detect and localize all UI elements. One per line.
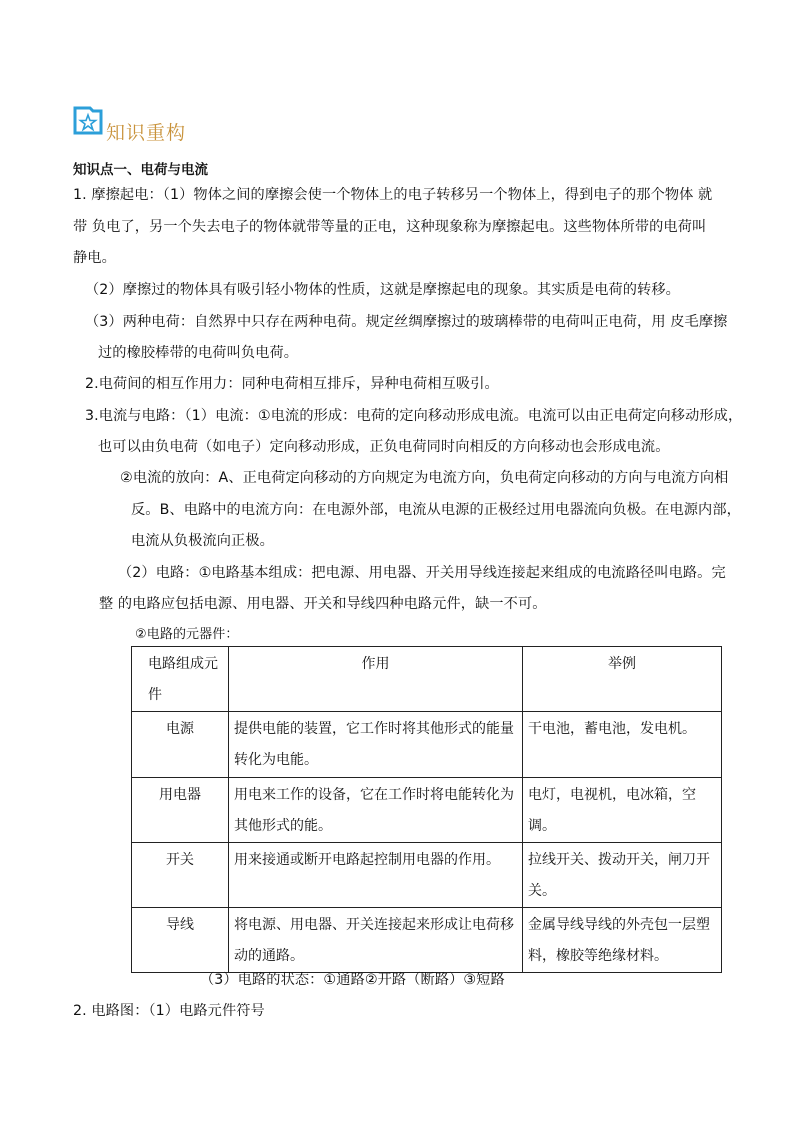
component-name-cell: 用电器: [132, 778, 229, 843]
knowledge-point-heading: 知识点一、电荷与电流: [73, 162, 208, 178]
header-cell: 电路组成元件: [132, 647, 229, 712]
table-row: [132, 778, 722, 843]
function-cell: 用电来工作的设备，它在工作时将电能转化为其他形式的能。: [229, 778, 523, 843]
text-line: 整 的电路应包括电源、用电器、开关和导线四种电路元件，缺一不可。: [99, 596, 547, 612]
text-line: 反。B、电路中的电流方向：在电源外部，电流从电源的正极经过用电器流向负极。在电源内部，: [131, 502, 741, 518]
example-cell: 电灯，电视机，电冰箱，空调。: [523, 778, 722, 843]
text-line: 1. 摩擦起电：（1）物体之间的摩擦会使一个物体上的电子转移另一个物体上，得到电子的那个物体 就: [73, 187, 713, 203]
example-cell: 干电池，蓄电池，发电机。: [523, 712, 722, 778]
section-title: 知识重构: [106, 122, 187, 144]
example-cell: 金属导线导线的外壳包一层塑料，橡胶等绝缘材料。: [523, 908, 722, 973]
text-line: 电流从负极流向正极。: [131, 533, 274, 549]
text-line: （2）摩擦过的物体具有吸引轻小物体的性质，这就是摩擦起电的现象。其实质是电荷的转移。: [85, 282, 680, 298]
circuit-states-line: （3）电路的状态：①通路②开路（断路）③短路: [200, 972, 505, 988]
text-line: （2）电路：①电路基本组成：把电源、用电器、开关用导线连接起来组成的电流路径叫电路。完: [118, 565, 726, 581]
circuit-components-table: [131, 646, 722, 973]
text-line: 2.电荷间的相互作用力：同种电荷相互排斥，异种电荷相互吸引。: [85, 376, 499, 392]
component-name-cell: 电源: [132, 712, 229, 778]
text-line: 也可以由负电荷（如电子）定向移动形成，正负电荷同时向相反的方向移动也会形成电流。: [98, 439, 670, 455]
text-line: 静电。: [73, 250, 116, 266]
table-row: [132, 843, 722, 908]
table-row: [132, 908, 722, 973]
component-name-cell: 导线: [132, 908, 229, 973]
function-cell: 用来接通或断开电路起控制用电器的作用。: [229, 843, 523, 908]
star-folder-icon: [73, 105, 103, 135]
header-cell: 作用: [229, 647, 523, 712]
text-line: （3）两种电荷：自然界中只存在两种电荷。规定丝绸摩擦过的玻璃棒带的电荷叫正电荷，用 皮毛摩擦: [85, 314, 728, 330]
table-row: [132, 712, 722, 778]
text-line: 带 负电了，另一个失去电子的物体就带等量的正电，这种现象称为摩擦起电。这些物体所带的电荷叫: [73, 219, 707, 235]
header-cell: 举例: [523, 647, 722, 712]
table-header-row: [132, 647, 722, 712]
function-cell: 将电源、用电器、开关连接起来形成让电荷移动的通路。: [229, 908, 523, 973]
text-line: 3.电流与电路：（1）电流：①电流的形成：电荷的定向移动形成电流。电流可以由正电荷定向移动形成，: [85, 408, 743, 424]
example-cell: 拉线开关、拨动开关，闸刀开关。: [523, 843, 722, 908]
circuit-diagram-line: 2. 电路图：（1）电路元件符号: [73, 1003, 265, 1019]
component-name-cell: 开关: [132, 843, 229, 908]
text-line: ②电流的放向：A、正电荷定向移动的方向规定为电流方向，负电荷定向移动的方向与电流方向相: [120, 470, 729, 486]
text-line: ②电路的元器件：: [135, 627, 239, 642]
function-cell: 提供电能的装置，它工作时将其他形式的能量转化为电能。: [229, 712, 523, 778]
text-line: 过的橡胶棒带的电荷叫负电荷。: [98, 345, 299, 361]
